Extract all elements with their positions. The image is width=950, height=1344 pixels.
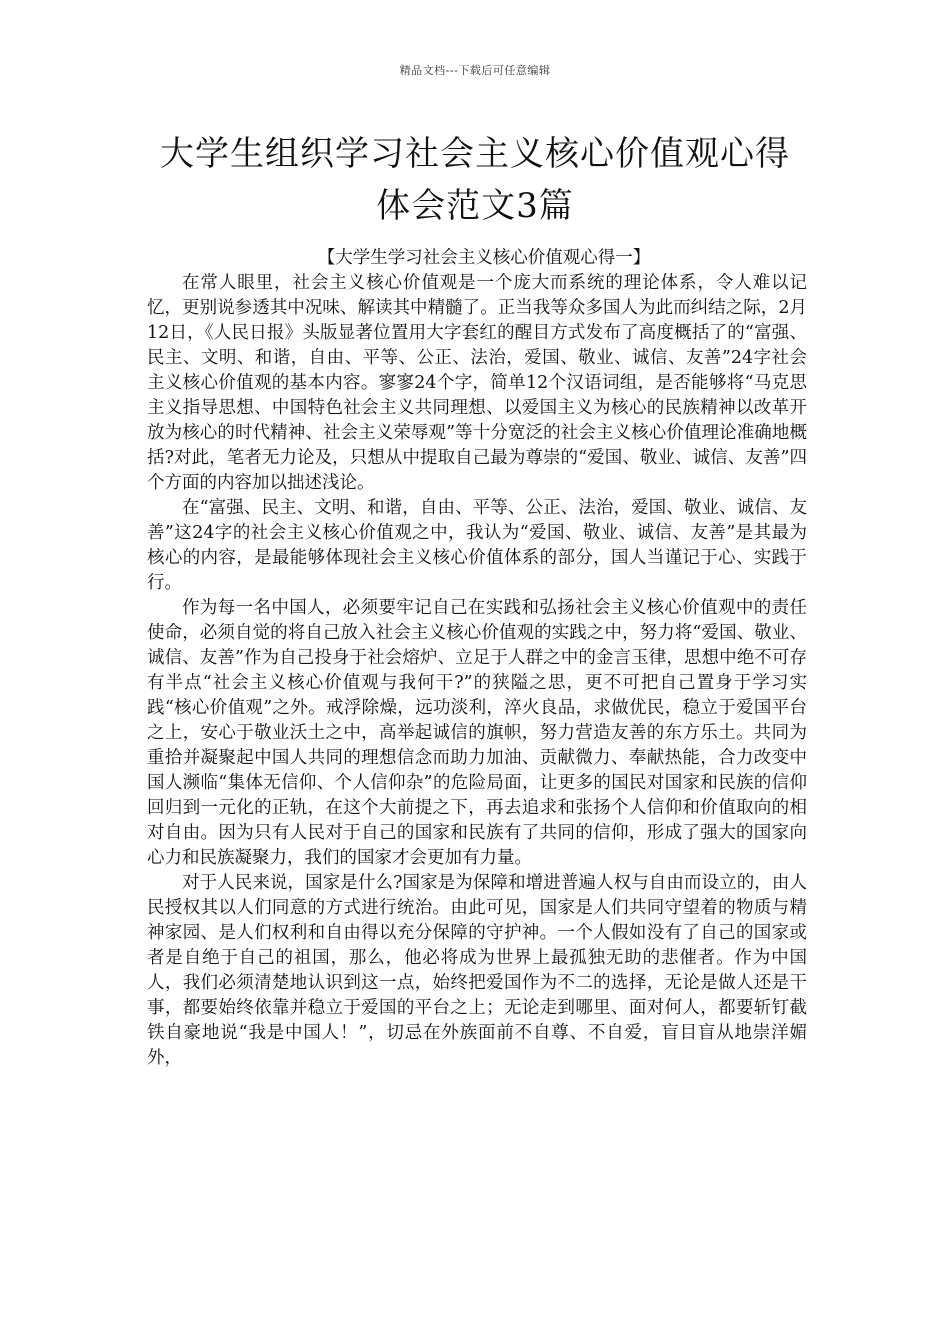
title-line-2: 体会范文3篇 bbox=[376, 186, 574, 226]
page-header: 精品文档---下载后可任意编辑 bbox=[399, 64, 551, 77]
section-heading: 【大学生学习社会主义核心价值观心得一】 bbox=[317, 248, 651, 268]
paragraph-2: 在“富强、民主、文明、和谐，自由、平等、公正、法治，爱国、敬业、诚信、友善”这24字的社会主义核心价值观之中，我认为“爱国、敬业、诚信、友善”是其最为核心的内容，是最能够体现社会主义核心价值体系的部分，国人当谨记于心、实践于行。 bbox=[147, 498, 807, 593]
title-line-1: 大学生组织学习社会主义核心价值观心得 bbox=[160, 134, 790, 174]
paragraph-3: 作为每一名中国人，必须要牢记自己在实践和弘扬社会主义核心价值观中的责任使命，必须自觉的将自己放入社会主义核心价值观的实践之中，努力将“爱国、敬业、诚信、友善”作为自己投身于社会熔炉、立足于人群之中的金言玉律，思想中绝不可存有半点“社会主义核心价值观与我何干?”的狭隘之思，更不可把自己置身于学习实践“核心价值观”之外。戒浮除燥，远功淡利，淬火良品，求做优民，稳立于爱国平台之上，安心于敬业沃土之中，高举起诚信的旗帜，努力营造友善的东方乐土。共同为重拾并凝聚起中国人共同的理想信念而助力加油、贡献微力、奉献热能，合力改变中国人濒临“集体无信仰、个人信仰杂”的危险局面，让更多的国民对国家和民族的信仰回归到一元化的正轨，在这个大前提之下，再去追求和张扬个人信仰和价值取向的相对自由。因为只有人民对于自己的国家和民族有了共同的信仰，形成了强大的国家向心力和民族凝聚力，我们的国家才会更加有力量。 bbox=[147, 598, 807, 868]
document-title bbox=[120, 128, 830, 232]
paragraph-1: 在常人眼里，社会主义核心价值观是一个庞大而系统的理论体系，令人难以记忆，更别说参透其中况味、解读其中精髓了。正当我等众多国人为此而纠结之际，2月12日，《人民日报》头版显著位置用大字套红的醒目方式发布了高度概括了的“富强、民主、文明、和谐，自由、平等、公正、法治，爱国、敬业、诚信、友善”24字社会主义核心价值观的基本内容。寥寥24个字，简单12个汉语词组，是否能够将“马克思主义指导思想、中国特色社会主义共同理想、以爱国主义为核心的民族精神以改革开放为核心的时代精神、社会主义荣辱观”等十分宽泛的社会主义核心价值理论准确地概括?对此，笔者无力论及，只想从中提取自己最为尊崇的“爱国、敬业、诚信、友善”四个方面的内容加以拙述浅论。 bbox=[147, 273, 807, 493]
document-body bbox=[147, 246, 807, 1071]
paragraph-4: 对于人民来说，国家是什么?国家是为保障和增进普遍人权与自由而设立的，由人民授权其以人们同意的方式进行统治。由此可见，国家是人们共同守望着的物质与精神家园、是人们权利和自由得以充分保障的守护神。一个人假如没有了自己的国家或者是自绝于自己的祖国，那么，他必将成为世界上最孤独无助的悲催者。作为中国人，我们必须清楚地认识到这一点，始终把爱国作为不二的选择，无论是做人还是干事，都要始终依靠并稳立于爱国的平台之上；无论走到哪里、面对何人，都要斩钉截铁自豪地说“我是中国人！”，切忌在外族面前不自尊、不自爱，盲目盲从地崇洋媚外， bbox=[147, 873, 807, 1068]
